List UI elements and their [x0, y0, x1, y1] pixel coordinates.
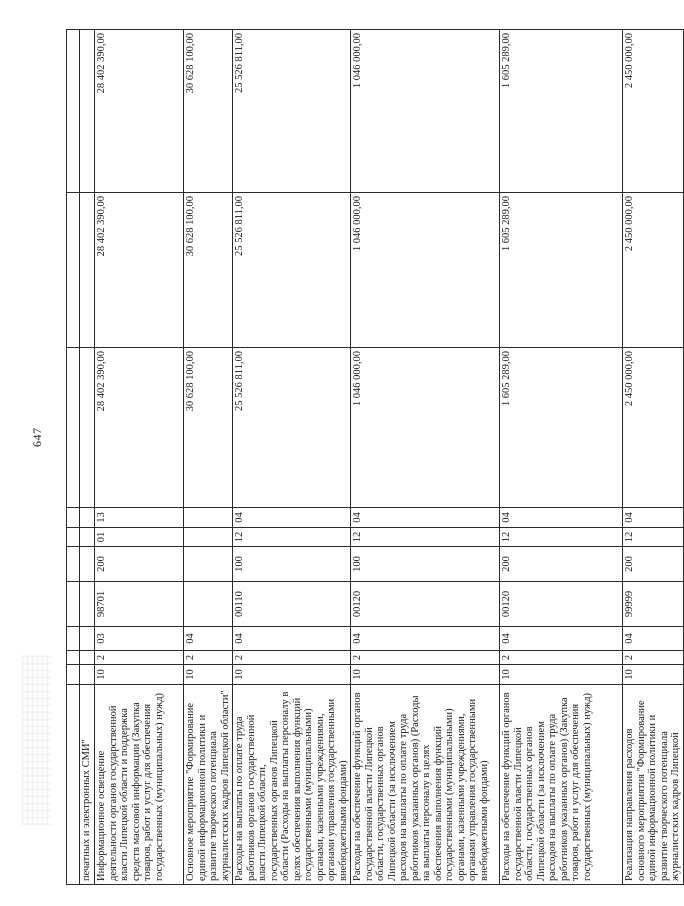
code-cell: 01 [95, 528, 184, 547]
amount-cell: 30 628 100,00 [184, 30, 233, 193]
code-cell [80, 665, 95, 685]
amount-cell: 1 605 289,00 [500, 193, 623, 348]
code-cell: 04 [623, 627, 684, 651]
amount-cell: 1 046 000,00 [351, 30, 500, 193]
amount-cell: 28 402 390,00 [95, 30, 184, 193]
table-row [233, 30, 351, 885]
row-name: Информационное освещение деятельности органов государственной власти Липецкой области и поддержка средств массовой информации (Закупка товаров, работ и услуг для обеспечения государственных (муниципальных) нужд) [95, 685, 184, 885]
table-row [95, 30, 184, 885]
code-cell: 03 [95, 627, 184, 651]
table-row [623, 30, 684, 885]
code-cell [80, 528, 95, 547]
header-cell [67, 348, 80, 508]
amount-cell: 28 402 390,00 [95, 193, 184, 348]
table-header-row [67, 30, 80, 885]
code-cell: 13 [95, 508, 184, 528]
code-cell: 04 [351, 627, 500, 651]
amount-cell: 1 046 000,00 [351, 348, 500, 508]
code-cell: 04 [184, 627, 233, 651]
code-cell: 12 [623, 528, 684, 547]
code-cell: 2 [95, 651, 184, 665]
row-name: Расходы на обеспечение функций органов государственной власти Липецкой области, государственных органов Липецкой области (за исключением расходов на выплаты по оплате труда работников указанных органов) (Закупка товаров, работ и услуг для обеспечения государственных (муниципальных) нужд) [500, 685, 623, 885]
row-name: Расходы на выплаты по оплате труда работников органов государственной власти Липецкой области, государственных органов Липецкой области (Расходы на выплаты персоналу в целях обеспечения выполнения функций государственными (муниципальными) органами, казенными учреждениями, органами управления государственными внебюджетными фондами) [233, 685, 351, 885]
amount-cell: 1 605 289,00 [500, 348, 623, 508]
code-cell [80, 582, 95, 627]
code-cell: 2 [233, 651, 351, 665]
header-cell [67, 651, 80, 665]
code-cell: 00120 [351, 582, 500, 627]
table-row [80, 30, 95, 885]
code-cell: 200 [623, 547, 684, 582]
code-cell: 98701 [95, 582, 184, 627]
code-cell: 00120 [500, 582, 623, 627]
code-cell: 10 [500, 665, 623, 685]
code-cell: 100 [233, 547, 351, 582]
code-cell: 04 [500, 627, 623, 651]
page-number: 647 [30, 427, 44, 447]
amount-cell: 2 450 000,00 [623, 30, 684, 193]
header-cell [67, 665, 80, 685]
code-cell: 10 [351, 665, 500, 685]
budget-table [66, 29, 684, 885]
amount-cell: 2 450 000,00 [623, 193, 684, 348]
code-cell: 04 [233, 508, 351, 528]
rotated-table-wrapper [66, 30, 681, 885]
code-cell: 2 [351, 651, 500, 665]
amount-cell: 25 526 811,00 [233, 30, 351, 193]
code-cell: 04 [623, 508, 684, 528]
code-cell [184, 528, 233, 547]
faint-stamp-mark [22, 655, 52, 825]
amount-cell: 1 046 000,00 [351, 193, 500, 348]
code-cell: 12 [351, 528, 500, 547]
code-cell: 04 [351, 508, 500, 528]
code-cell: 12 [500, 528, 623, 547]
code-cell [184, 508, 233, 528]
header-cell [67, 582, 80, 627]
code-cell [80, 627, 95, 651]
header-cell [67, 528, 80, 547]
code-cell [184, 582, 233, 627]
code-cell: 99999 [623, 582, 684, 627]
table-row [184, 30, 233, 885]
code-cell: 10 [233, 665, 351, 685]
code-cell: 100 [351, 547, 500, 582]
row-name: Расходы на обеспечение функций органов государственной власти Липецкой области, государственных органов Липецкой области (за исключением расходов на выплаты по оплате труда работников указанных органов) (Расходы на выплаты персоналу в целях обеспечения выполнения функций государственными (муниципальными) органами, казенными учреждениями, органами управления государственными внебюджетными фондами) [351, 685, 500, 885]
row-name: Основное мероприятие "Формирование единой информационной политики и развитие творческого потенциала журналистских кадров Липецкой области" [184, 685, 233, 885]
code-cell: 04 [233, 627, 351, 651]
table-row [500, 30, 623, 885]
code-cell: 12 [233, 528, 351, 547]
code-cell: 04 [500, 508, 623, 528]
code-cell [184, 547, 233, 582]
amount-cell [80, 348, 95, 508]
code-cell: 10 [184, 665, 233, 685]
header-cell [67, 547, 80, 582]
amount-cell: 28 402 390,00 [95, 348, 184, 508]
row-name: печатных и электронных СМИ" [80, 685, 95, 885]
row-name: Реализация направления расходов основного мероприятия "Формирование единой информационной политики и развитие творческого потенциала журналистских кадров Липецкой [623, 685, 684, 885]
amount-cell: 1 605 289,00 [500, 30, 623, 193]
header-cell [67, 627, 80, 651]
code-cell [80, 508, 95, 528]
amount-cell: 25 526 811,00 [233, 348, 351, 508]
code-cell: 200 [95, 547, 184, 582]
code-cell: 2 [623, 651, 684, 665]
code-cell: 10 [623, 665, 684, 685]
code-cell: 10 [95, 665, 184, 685]
amount-cell: 30 628 100,00 [184, 348, 233, 508]
header-cell [67, 685, 80, 885]
amount-cell [80, 193, 95, 348]
amount-cell: 25 526 811,00 [233, 193, 351, 348]
header-cell [67, 30, 80, 193]
header-cell [67, 193, 80, 348]
amount-cell [80, 30, 95, 193]
code-cell: 2 [184, 651, 233, 665]
amount-cell: 30 628 100,00 [184, 193, 233, 348]
amount-cell: 2 450 000,00 [623, 348, 684, 508]
code-cell: 200 [500, 547, 623, 582]
code-cell: 2 [500, 651, 623, 665]
code-cell [80, 547, 95, 582]
code-cell: 00110 [233, 582, 351, 627]
code-cell [80, 651, 95, 665]
table-row [351, 30, 500, 885]
header-cell [67, 508, 80, 528]
